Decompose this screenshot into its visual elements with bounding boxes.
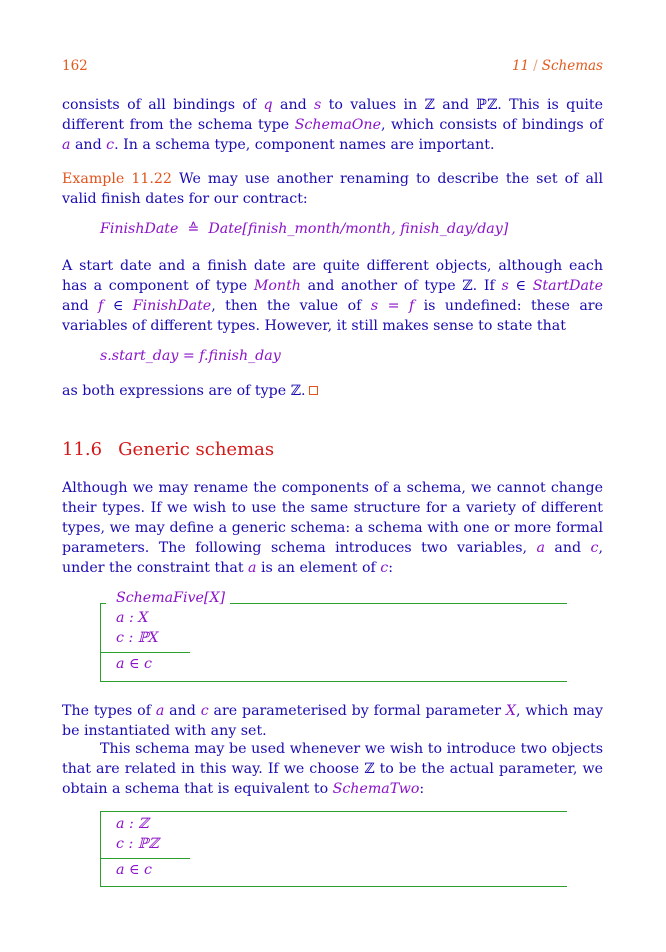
schema-divider bbox=[100, 652, 190, 653]
schema-top-rule-right bbox=[230, 603, 567, 604]
schema-top-rule-left bbox=[100, 603, 106, 604]
schema-bottom-rule bbox=[100, 886, 567, 887]
schema-box-schemafive bbox=[100, 590, 567, 682]
end-of-example-mark bbox=[309, 386, 318, 395]
running-header bbox=[62, 58, 603, 78]
schema-left-rule bbox=[100, 811, 101, 887]
paragraph-start-finish: A start date and a finish date are quite different objects, although each has a component of type Month and another of type ℤ. If s ∈ StartDate and f ∈ FinishDate, then the value of s = f is undefined: these are variables of different types. However, it still makes sense to state that bbox=[62, 258, 603, 334]
finishdate-definition: FinishDate ≙ Date[finish_month/month, finish_day/day] bbox=[100, 221, 509, 237]
section-heading bbox=[62, 439, 274, 460]
paragraph-parameterised: The types of a and c are parameterised by formal parameter X, which may be instantiated with any set. bbox=[62, 703, 603, 739]
paragraph-generic: Although we may rename the components of a schema, we cannot change their types. If we wish to use the same structure for a variety of different types, we may define a generic schema: a schema with one or more formal parameters. The following schema introduces two variables, a and c, under the constraint that a is an element of c: bbox=[62, 480, 603, 576]
equation-start-finish: s.start_day = f.finish_day bbox=[100, 348, 281, 364]
paragraph-expressions: as both expressions are of type ℤ. bbox=[62, 381, 603, 401]
schema-bottom-rule bbox=[100, 681, 567, 682]
schema-divider bbox=[100, 858, 190, 859]
schema-predicate: a ∈ c bbox=[116, 656, 152, 672]
chapter-header: 11 / Schemas bbox=[511, 58, 603, 74]
schema-predicate: a ∈ c bbox=[116, 862, 152, 878]
schema-title: SchemaFive[X] bbox=[116, 590, 226, 606]
chapter-number: 11 bbox=[511, 58, 530, 74]
example-label: Example 11.22 bbox=[62, 171, 172, 187]
chapter-title: Schemas bbox=[541, 58, 603, 74]
schema-declaration-c: c : ℙX bbox=[116, 630, 159, 646]
paragraph-bindings: consists of all bindings of q and s to values in ℤ and ℙℤ. This is quite different from the schema type SchemaOne, which consists of bindings of a and c. In a schema type, component names are important. bbox=[62, 97, 603, 153]
schema-box-instantiated bbox=[100, 811, 567, 887]
paragraph-equivalent: This schema may be used whenever we wish to introduce two objects that are related in this way. If we choose ℤ to be the actual parameter, we obtain a schema that is equivalent to SchemaTwo: bbox=[62, 741, 603, 797]
schema-declaration-a: a : X bbox=[116, 610, 149, 626]
schema-declaration-c: c : ℙℤ bbox=[116, 836, 159, 852]
schema-left-rule bbox=[100, 603, 101, 682]
section-title: Generic schemas bbox=[118, 439, 275, 460]
example-paragraph: Example 11.22 We may use another renaming to describe the set of all valid finish dates for our contract: bbox=[62, 171, 603, 207]
schema-declaration-a: a : ℤ bbox=[116, 816, 149, 832]
section-number: 11.6 bbox=[62, 439, 103, 460]
page-number: 162 bbox=[62, 58, 88, 74]
schema-top-rule bbox=[100, 811, 567, 812]
